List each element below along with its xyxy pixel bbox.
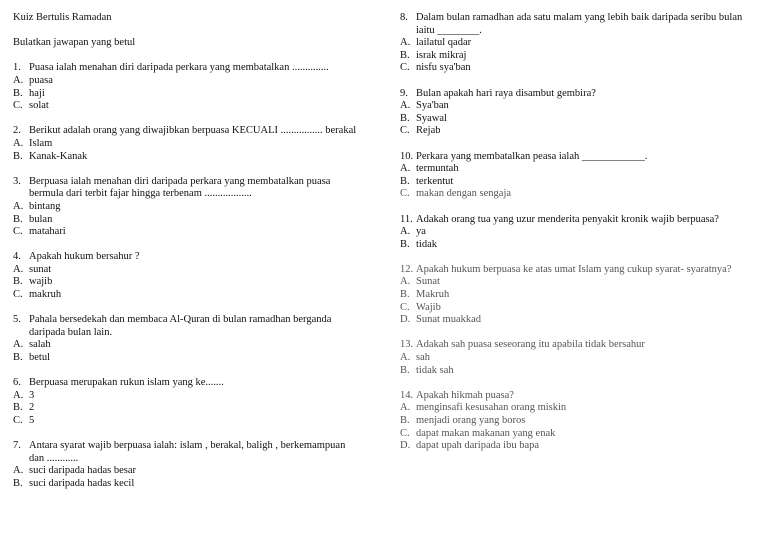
option-letter: B. bbox=[13, 213, 23, 225]
option-letter: A. bbox=[13, 200, 24, 212]
option-text: menjadi orang yang boros bbox=[416, 415, 526, 426]
question-text: Bulan apakah hari raya disambut gembira? bbox=[416, 87, 596, 99]
option-text: termuntah bbox=[416, 163, 459, 175]
answer-option[interactable] bbox=[13, 478, 363, 491]
option-letter: A. bbox=[13, 339, 24, 351]
option-text: matahari bbox=[29, 226, 66, 238]
option-letter: A. bbox=[13, 263, 24, 275]
question-number: 1. bbox=[13, 62, 21, 74]
question-number: 5. bbox=[13, 314, 21, 326]
option-text: Rejab bbox=[416, 125, 441, 137]
option-text: Kanak-Kanak bbox=[29, 150, 88, 162]
answer-option[interactable] bbox=[400, 176, 755, 189]
question-5 bbox=[13, 314, 363, 364]
option-text: Makruh bbox=[416, 289, 450, 301]
answer-option[interactable] bbox=[400, 276, 755, 289]
question-12 bbox=[400, 264, 755, 327]
question-13 bbox=[400, 339, 755, 377]
answer-option[interactable] bbox=[400, 100, 755, 113]
answer-option[interactable] bbox=[400, 415, 755, 428]
instruction: Bulatkan jawapan yang betul bbox=[13, 37, 136, 49]
answer-option[interactable] bbox=[13, 276, 363, 289]
question-10 bbox=[400, 151, 755, 201]
answer-option[interactable] bbox=[13, 465, 363, 478]
option-letter: D. bbox=[400, 314, 411, 326]
question-text: Apakah hukum berpuasa ke atas umat Islam yang cukup syarat- syaratnya? bbox=[416, 263, 732, 275]
option-letter: B. bbox=[13, 352, 23, 364]
question-line bbox=[13, 62, 363, 75]
option-letter: B. bbox=[400, 415, 410, 426]
answer-option[interactable] bbox=[400, 365, 755, 378]
answer-option[interactable] bbox=[400, 188, 755, 201]
option-text: Sunat bbox=[416, 276, 440, 288]
question-number: 11. bbox=[400, 213, 413, 225]
question-number: 4. bbox=[13, 251, 21, 263]
answer-option[interactable] bbox=[400, 239, 755, 252]
option-letter: C. bbox=[400, 188, 410, 200]
answer-option[interactable] bbox=[13, 390, 363, 403]
question-number: 10. bbox=[400, 150, 414, 162]
answer-option[interactable] bbox=[400, 302, 755, 315]
answer-option[interactable] bbox=[400, 440, 755, 453]
option-letter: B. bbox=[400, 364, 410, 376]
question-number: 9. bbox=[400, 87, 408, 99]
answer-option[interactable] bbox=[13, 352, 363, 365]
option-letter: C. bbox=[13, 289, 23, 301]
answer-option[interactable] bbox=[13, 402, 363, 415]
option-text: suci daripada hadas besar bbox=[29, 465, 136, 477]
option-letter: B. bbox=[400, 112, 410, 124]
answer-option[interactable] bbox=[400, 113, 755, 126]
option-letter: C. bbox=[400, 427, 410, 439]
option-text: Islam bbox=[29, 137, 53, 149]
option-text: 2 bbox=[29, 402, 35, 414]
option-text: tidak sah bbox=[416, 364, 454, 376]
question-line bbox=[400, 12, 755, 37]
option-letter: A. bbox=[400, 163, 411, 175]
answer-option[interactable] bbox=[400, 289, 755, 302]
answer-option[interactable] bbox=[13, 201, 363, 214]
option-text: ya bbox=[416, 226, 426, 238]
option-text: betul bbox=[29, 352, 50, 364]
option-letter: B. bbox=[13, 477, 23, 489]
option-text: makan dengan sengaja bbox=[416, 188, 512, 200]
option-letter: A. bbox=[13, 465, 24, 477]
answer-option[interactable] bbox=[13, 151, 363, 164]
answer-option[interactable] bbox=[13, 138, 363, 151]
option-text: bintang bbox=[29, 200, 61, 212]
option-letter: D. bbox=[400, 440, 411, 452]
question-line bbox=[13, 176, 363, 201]
answer-option[interactable] bbox=[13, 289, 363, 302]
question-number: 3. bbox=[13, 175, 21, 187]
option-text: israk mikraj bbox=[416, 49, 467, 61]
option-text: dapat upah daripada ibu bapa bbox=[416, 440, 540, 452]
option-text: Sunat muakkad bbox=[416, 314, 482, 326]
question-number: 12. bbox=[400, 263, 414, 275]
option-letter: C. bbox=[400, 62, 410, 74]
answer-option[interactable] bbox=[13, 415, 363, 428]
question-text: Pahala bersedekah dan membaca Al-Quran di bulan ramadhan berganda daripada bulan lain. bbox=[29, 314, 332, 338]
question-text: Berikut adalah orang yang diwajibkan berpuasa KECUALI ................ berakal bbox=[29, 125, 357, 137]
option-letter: B. bbox=[400, 175, 410, 187]
question-line bbox=[13, 440, 363, 465]
option-letter: C. bbox=[13, 415, 23, 426]
question-14 bbox=[400, 390, 755, 453]
question-text: Berpuasa ialah menahan diri daripada perkara yang membatalkan puasa bermula dari terbit fajar hingga terbenam .................. bbox=[29, 175, 331, 200]
option-text: 5 bbox=[29, 415, 35, 426]
option-letter: C. bbox=[13, 100, 23, 112]
question-line bbox=[13, 251, 363, 264]
question-line bbox=[13, 125, 363, 138]
question-2 bbox=[13, 125, 363, 163]
question-6 bbox=[13, 377, 363, 427]
option-letter: B. bbox=[400, 289, 410, 301]
answer-option[interactable] bbox=[13, 214, 363, 227]
question-number: 14. bbox=[400, 389, 414, 401]
question-text: Dalam bulan ramadhan ada satu malam yang lebih baik daripada seribu bulan iaitu ________. bbox=[416, 12, 743, 36]
option-text: haji bbox=[29, 87, 45, 99]
question-list-right bbox=[400, 12, 755, 453]
question-text: Antara syarat wajib berpuasa ialah: islam , berakal, baligh , berkemampuan dan ............ bbox=[29, 440, 346, 464]
question-number: 2. bbox=[13, 125, 21, 137]
question-line bbox=[400, 339, 755, 352]
question-number: 6. bbox=[13, 377, 21, 389]
answer-option[interactable] bbox=[13, 339, 363, 352]
option-text: nisfu sya'ban bbox=[416, 62, 471, 74]
option-letter: B. bbox=[400, 49, 410, 61]
question-7 bbox=[13, 440, 363, 490]
question-number: 7. bbox=[13, 440, 21, 452]
option-letter: B. bbox=[13, 402, 23, 414]
option-letter: B. bbox=[13, 87, 23, 99]
answer-option[interactable] bbox=[400, 226, 755, 239]
option-text: solat bbox=[29, 100, 49, 112]
option-letter: B. bbox=[13, 276, 23, 288]
option-letter: A. bbox=[13, 74, 24, 86]
option-text: lailatul qadar bbox=[416, 37, 472, 49]
option-letter: C. bbox=[13, 226, 23, 238]
answer-option[interactable] bbox=[400, 125, 755, 138]
question-number: 13. bbox=[400, 339, 414, 351]
question-1 bbox=[13, 62, 363, 112]
question-list-left bbox=[13, 62, 363, 490]
option-letter: B. bbox=[13, 150, 23, 162]
question-text: Apakah hukum bersahur ? bbox=[29, 251, 140, 263]
question-4 bbox=[13, 251, 363, 301]
option-letter: A. bbox=[400, 352, 411, 364]
option-letter: A. bbox=[400, 276, 411, 288]
option-text: 3 bbox=[29, 389, 35, 401]
option-text: puasa bbox=[29, 74, 53, 86]
option-text: menginsafi kesusahan orang miskin bbox=[416, 402, 567, 414]
question-text: Perkara yang membatalkan peasa ialah ____________. bbox=[416, 150, 648, 162]
left-column bbox=[13, 12, 363, 491]
answer-option[interactable] bbox=[13, 264, 363, 277]
question-3 bbox=[13, 176, 363, 239]
question-text: Apakah hikmah puasa? bbox=[416, 389, 514, 401]
option-text: wajib bbox=[29, 276, 53, 288]
option-text: bulan bbox=[29, 213, 53, 225]
option-letter: A. bbox=[13, 389, 24, 401]
option-text: tidak bbox=[416, 238, 437, 250]
right-column bbox=[400, 12, 755, 453]
answer-option[interactable] bbox=[13, 88, 363, 101]
option-letter: C. bbox=[400, 125, 410, 137]
question-line bbox=[400, 390, 755, 403]
option-letter: A. bbox=[400, 226, 411, 238]
option-letter: A. bbox=[400, 100, 411, 112]
question-text: Adakah sah puasa seseorang itu apabila tidak bersahur bbox=[416, 339, 645, 351]
option-text: dapat makan makanan yang enak bbox=[416, 427, 556, 439]
option-text: suci daripada hadas kecil bbox=[29, 477, 135, 489]
option-text: terkentut bbox=[416, 175, 454, 187]
option-letter: A. bbox=[13, 137, 24, 149]
answer-option[interactable] bbox=[400, 163, 755, 176]
answer-option[interactable] bbox=[400, 50, 755, 63]
option-text: makruh bbox=[29, 289, 62, 301]
answer-option[interactable] bbox=[400, 62, 755, 75]
answer-option[interactable] bbox=[13, 226, 363, 239]
question-line bbox=[13, 314, 363, 339]
option-letter: C. bbox=[400, 301, 410, 313]
question-line bbox=[400, 264, 755, 277]
question-line bbox=[13, 377, 363, 390]
answer-option[interactable] bbox=[400, 402, 755, 415]
option-text: salah bbox=[29, 339, 51, 351]
question-line bbox=[400, 214, 755, 227]
option-letter: B. bbox=[400, 238, 410, 250]
answer-option[interactable] bbox=[400, 352, 755, 365]
answer-option[interactable] bbox=[400, 37, 755, 50]
option-text: sunat bbox=[29, 263, 52, 275]
answer-option[interactable] bbox=[13, 100, 363, 113]
question-line bbox=[400, 88, 755, 101]
question-11 bbox=[400, 214, 755, 252]
question-number: 8. bbox=[400, 12, 408, 23]
question-9 bbox=[400, 88, 755, 138]
question-text: Puasa ialah menahan diri daripada perkara yang membatalkan .............. bbox=[29, 62, 329, 74]
option-text: Sya'ban bbox=[416, 100, 449, 112]
option-letter: A. bbox=[400, 402, 411, 414]
question-8 bbox=[400, 12, 755, 75]
option-letter: A. bbox=[400, 37, 411, 49]
answer-option[interactable] bbox=[400, 314, 755, 327]
option-text: Syawal bbox=[416, 112, 447, 124]
question-text: Adakah orang tua yang uzur menderita penyakit kronik wajib berpuasa? bbox=[416, 213, 719, 225]
option-text: Wajib bbox=[416, 301, 441, 313]
question-text: Berpuasa merupakan rukun islam yang ke....... bbox=[29, 377, 224, 389]
answer-option[interactable] bbox=[400, 428, 755, 441]
question-line bbox=[400, 151, 755, 164]
quiz-title: Kuiz Bertulis Ramadan bbox=[13, 12, 112, 23]
option-text: sah bbox=[416, 352, 430, 364]
answer-option[interactable] bbox=[13, 75, 363, 88]
